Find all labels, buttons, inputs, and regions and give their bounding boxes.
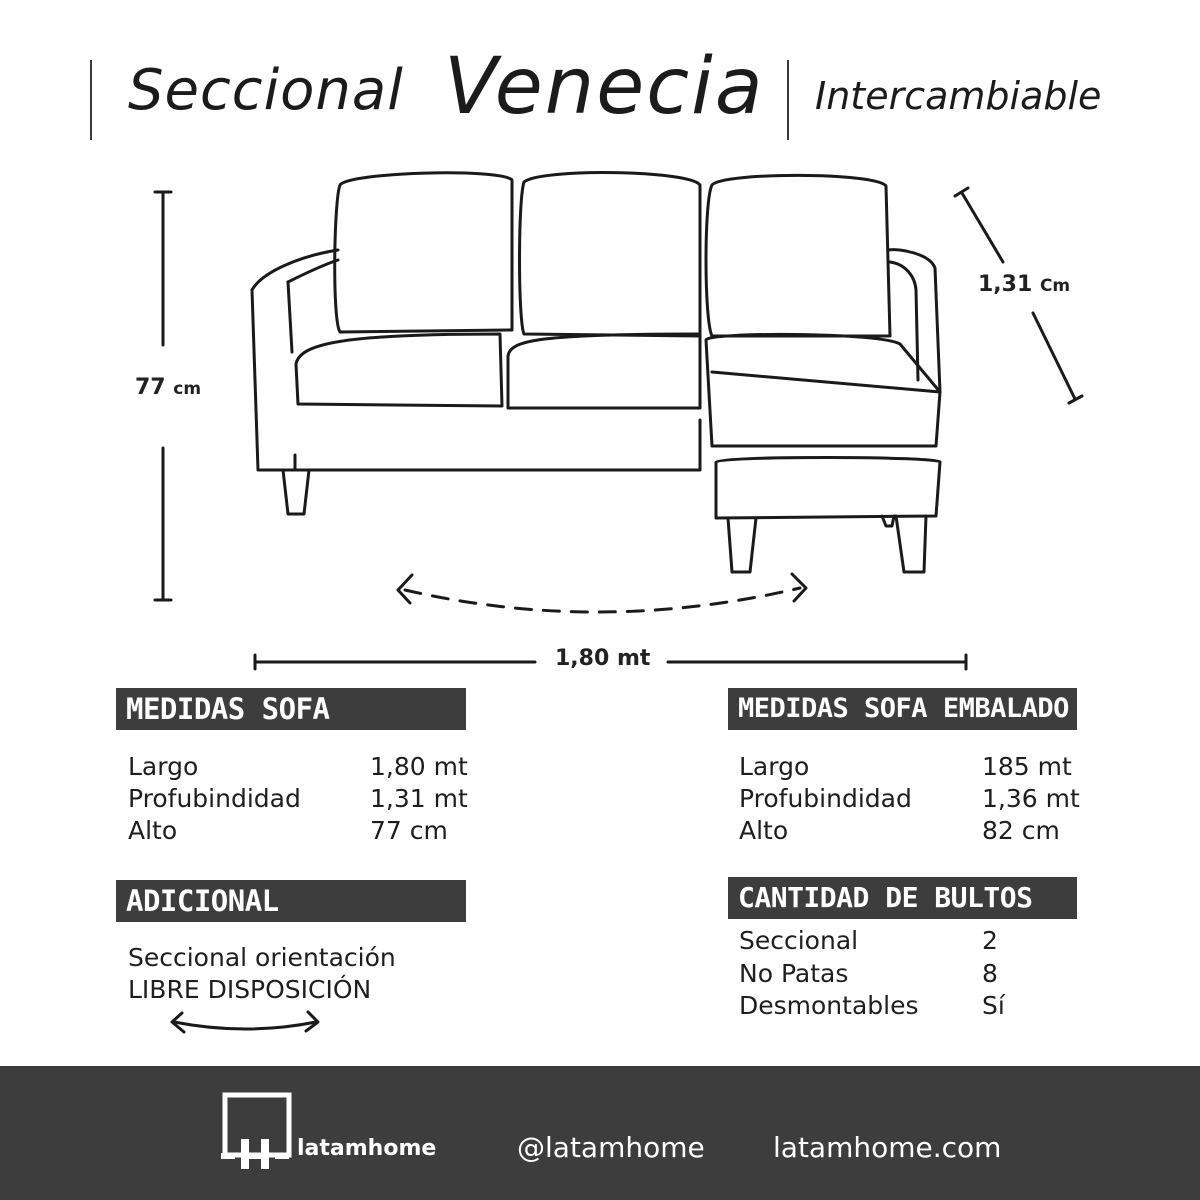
spec-value: 77 cm bbox=[370, 816, 448, 845]
double-arrow-icon bbox=[166, 1008, 326, 1044]
title-prefix: Seccional bbox=[128, 58, 404, 123]
swap-arrow-icon bbox=[398, 574, 806, 612]
spec-value: 2 bbox=[982, 926, 998, 955]
spec-value: 185 mt bbox=[982, 752, 1072, 781]
spec-value: 8 bbox=[982, 959, 998, 988]
spec-value: 1,31 mt bbox=[370, 784, 468, 813]
spec-label: Alto bbox=[739, 816, 789, 845]
adicional-line: LIBRE DISPOSICIÓN bbox=[128, 975, 372, 1004]
spec-label: Desmontables bbox=[739, 991, 919, 1020]
spec-label: Largo bbox=[739, 752, 810, 781]
spec-value: 1,36 mt bbox=[982, 784, 1080, 813]
width-dimension-label: 1,80 mt bbox=[555, 646, 651, 671]
title-product-name: Venecia bbox=[444, 42, 765, 132]
spec-value: 1,80 mt bbox=[370, 752, 468, 781]
spec-label: Profubindidad bbox=[128, 784, 301, 813]
adicional-line: Seccional orientación bbox=[128, 943, 396, 972]
spec-value: Sí bbox=[982, 991, 1005, 1020]
latamhome-logo-icon bbox=[221, 1091, 293, 1173]
spec-label: Alto bbox=[128, 816, 178, 845]
height-dimension-label: 77 cm bbox=[135, 375, 202, 400]
section-header-adicional: ADICIONAL bbox=[116, 880, 466, 922]
spec-label: Seccional bbox=[739, 926, 859, 955]
footer-social-handle[interactable]: @latamhome bbox=[517, 1131, 705, 1164]
depth-dimension-label: 1,31 Cm bbox=[978, 272, 1071, 297]
spec-label: Largo bbox=[128, 752, 199, 781]
footer-brand: latamhome bbox=[297, 1136, 437, 1161]
spec-label: No Patas bbox=[739, 959, 849, 988]
section-header-medidas-embalado: MEDIDAS SOFA EMBALADO bbox=[728, 688, 1077, 730]
section-header-medidas-sofa: MEDIDAS SOFA bbox=[116, 688, 466, 730]
footer-website-link[interactable]: latamhome.com bbox=[773, 1131, 1002, 1164]
sofa-outline bbox=[252, 173, 940, 572]
spec-value: 82 cm bbox=[982, 816, 1060, 845]
title-suffix: Intercambiable bbox=[815, 74, 1102, 118]
spec-label: Profubindidad bbox=[739, 784, 912, 813]
section-header-cantidad-bultos: CANTIDAD DE BULTOS bbox=[728, 877, 1077, 919]
